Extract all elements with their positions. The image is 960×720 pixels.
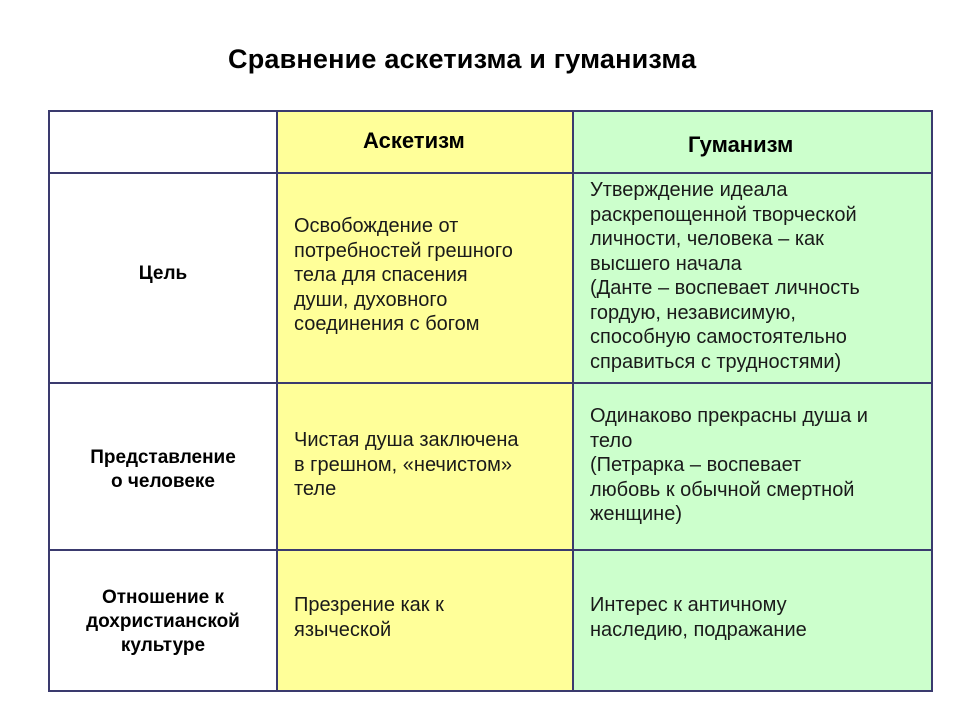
row-label-attitude-to-culture: Отношение к дохристианской культуре bbox=[86, 587, 240, 656]
column-divider bbox=[572, 112, 574, 690]
cell-view-asceticism: Чистая душа заключена в грешном, «нечистом» теле bbox=[294, 429, 519, 500]
cell-culture-humanism: Интерес к античному наследию, подражание bbox=[590, 594, 807, 641]
row-divider bbox=[50, 382, 931, 384]
comparison-table bbox=[48, 110, 933, 692]
row-divider bbox=[50, 172, 931, 174]
cell-view-humanism: Одинаково прекрасны душа и тело (Петрарка – воспевает любовь к обычной смертной женщине) bbox=[590, 405, 868, 525]
column-divider bbox=[276, 112, 278, 690]
cell-culture-asceticism: Презрение как к языческой bbox=[294, 594, 444, 641]
page-title: Сравнение аскетизма и гуманизма bbox=[228, 44, 697, 74]
row-label-goal: Цель bbox=[138, 263, 188, 284]
row-divider bbox=[50, 549, 931, 551]
row-label-view-of-man: Представление о человеке bbox=[90, 447, 236, 492]
cell-goal-asceticism: Освобождение от потребностей грешного тела для спасения души, духовного соединения с богом bbox=[294, 215, 513, 335]
header-asceticism: Аскетизм bbox=[363, 128, 465, 153]
cell-goal-humanism: Утверждение идеала раскрепощенной творческой личности, человека – как высшего начала (Данте – воспевает личность гордую, независимую, способную самостоятельно справиться с трудностями) bbox=[590, 179, 860, 373]
header-humanism: Гуманизм bbox=[688, 132, 794, 157]
